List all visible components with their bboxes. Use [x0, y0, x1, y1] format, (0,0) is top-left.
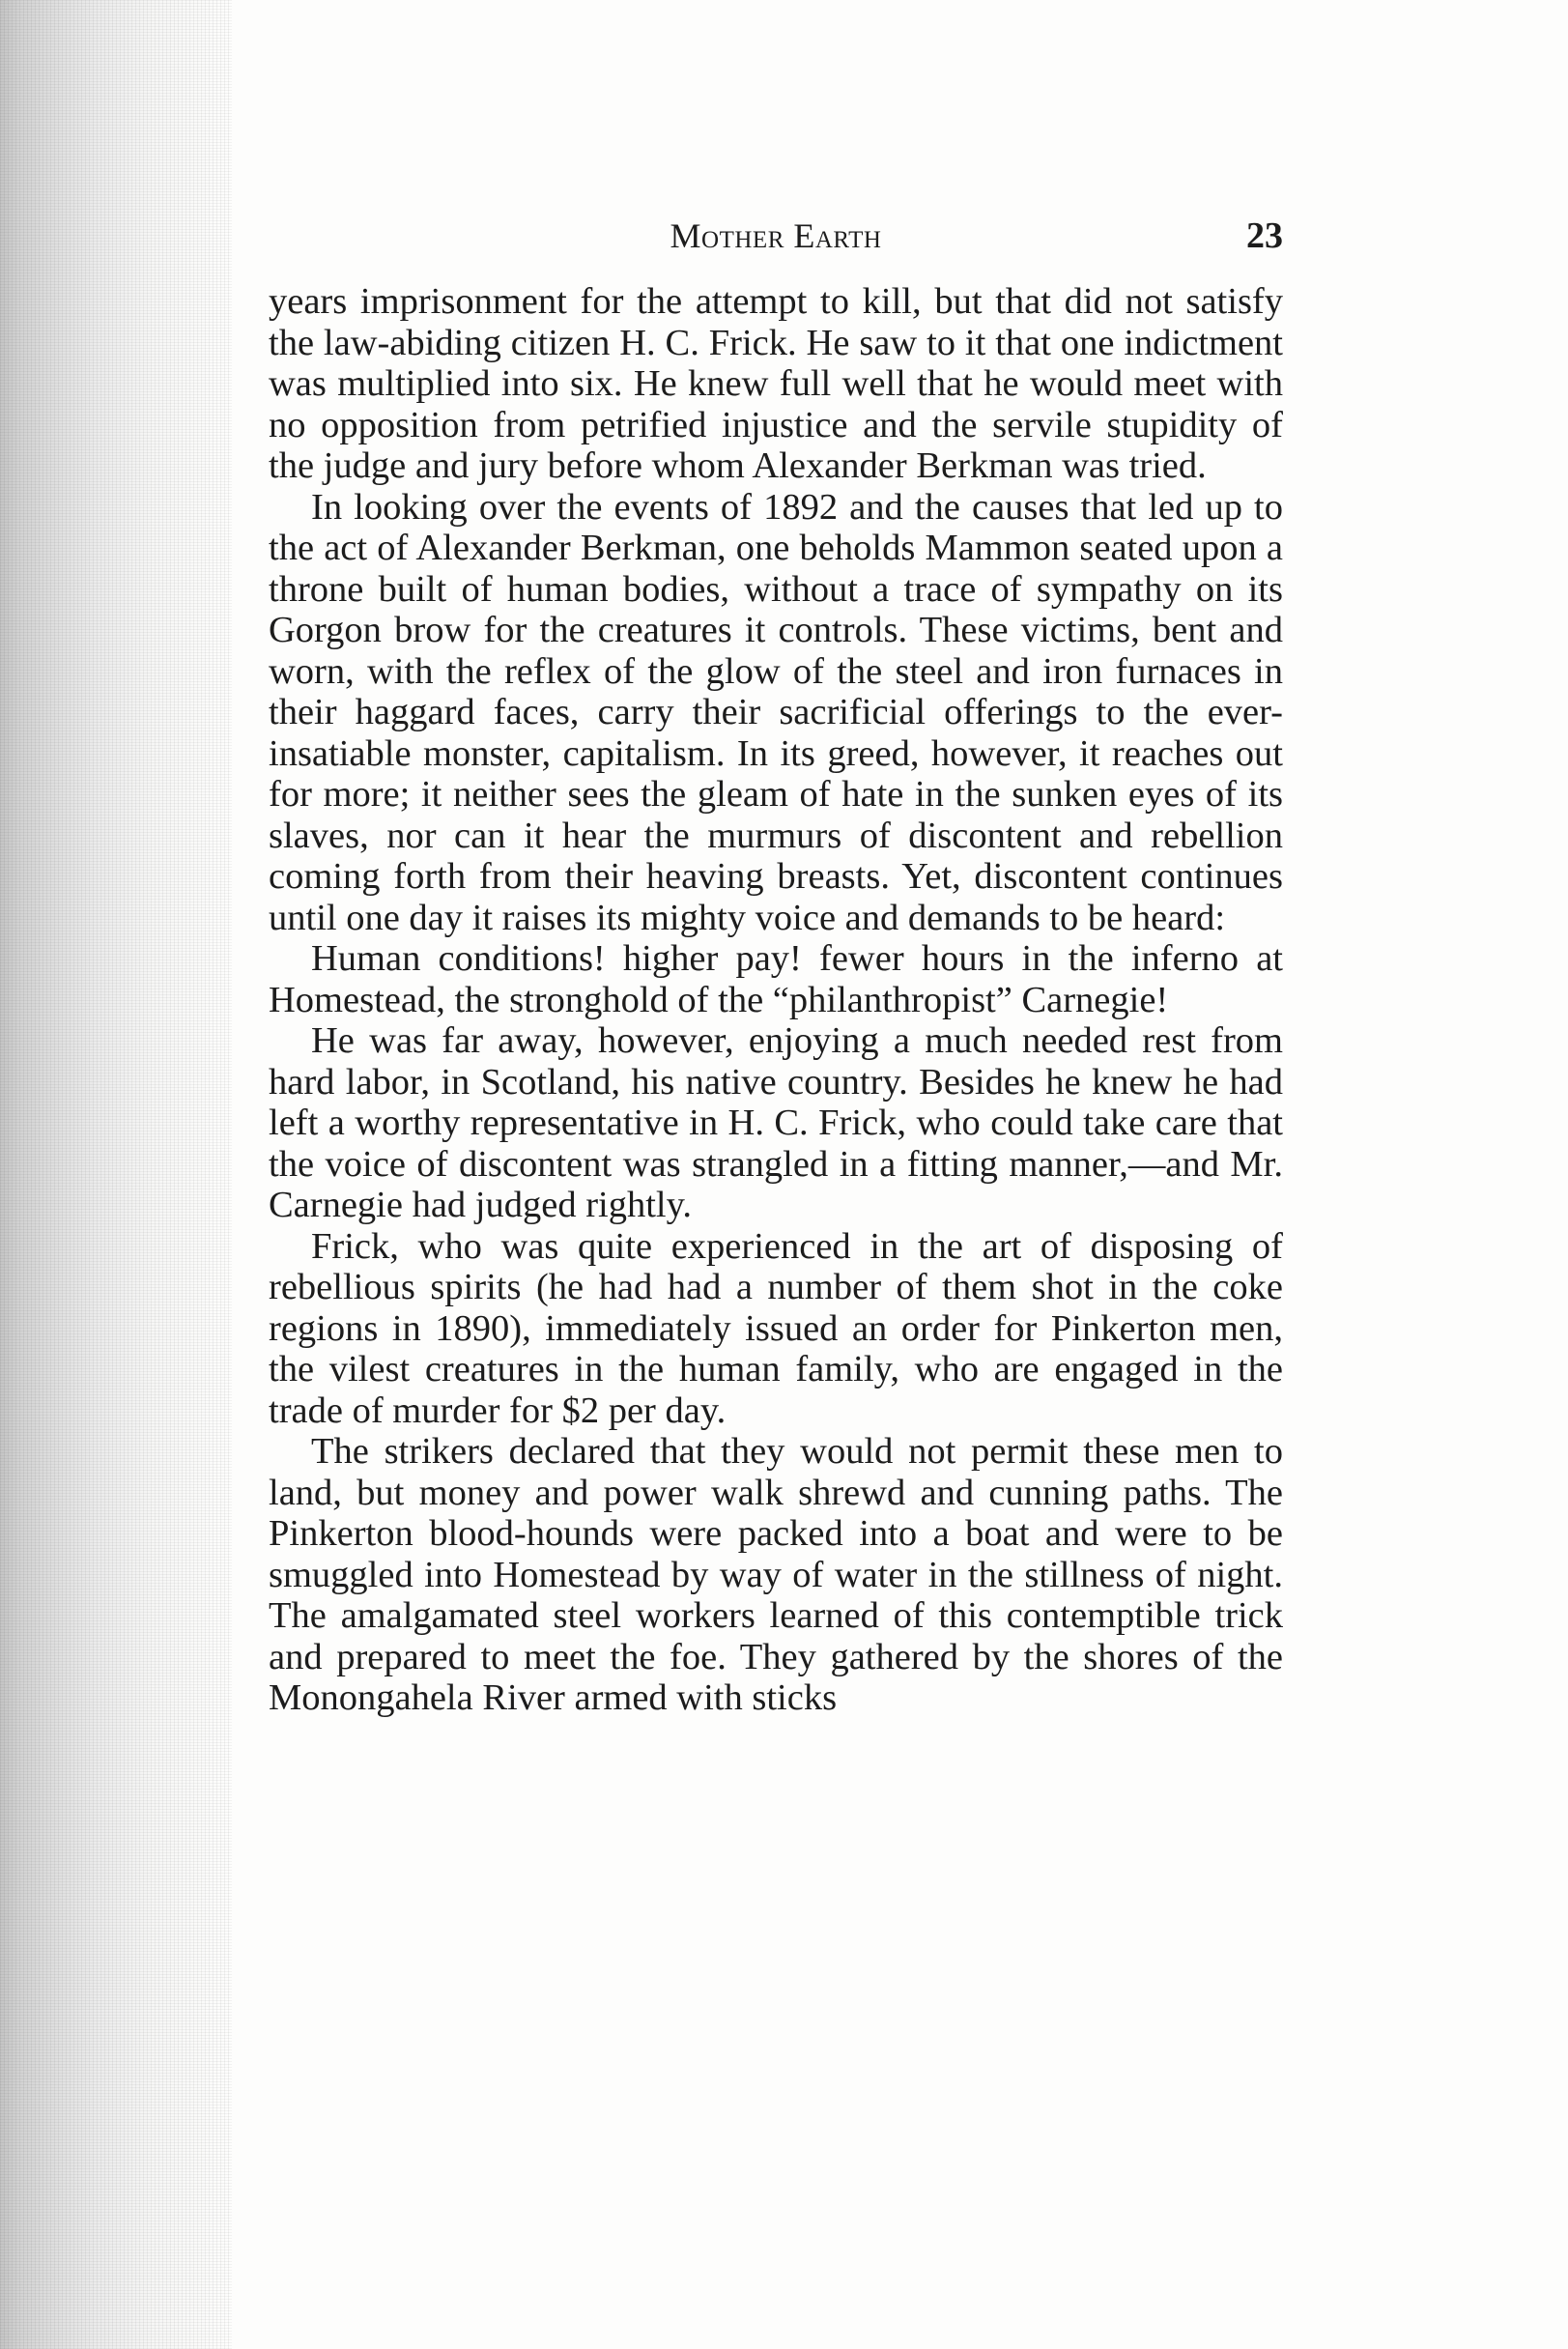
paragraph: years imprisonment for the attempt to kill, but that did not satisfy the law-abiding citizen H. C. Frick. He saw to it that one indictment was multiplied into six. He knew full well that he would meet with no opposition from petrified injustice and the servile stupidity of the judge and jury before whom Alexander Berkman was tried. — [269, 281, 1283, 486]
page-header — [269, 209, 1283, 263]
page-binding-edge — [0, 0, 232, 2349]
paragraph: Human conditions! higher pay! fewer hours in the inferno at Homestead, the stronghold of the “philanthropist” Carnegie! — [269, 938, 1283, 1020]
paragraph: He was far away, however, enjoying a much needed rest from hard labor, in Scotland, his native country. Besides he knew he had left a worthy representative in H. C. Frick, who could take care that the voice of discontent was strangled in a fitting manner,—and Mr. Carnegie had judged rightly. — [269, 1020, 1283, 1225]
paragraph: In looking over the events of 1892 and the causes that led up to the act of Alexander Berkman, one beholds Mammon seated upon a throne built of human bodies, without a trace of sympathy on its Gorgon brow for the creatures it controls. These victims, bent and worn, with the reflex of the glow of the steel and iron furnaces in their haggard faces, carry their sacrificial offerings to the ever-insatiable monster, capitalism. In its greed, however, it reaches out for more; it neither sees the gleam of hate in the sunken eyes of its slaves, nor can it hear the murmurs of discontent and rebellion coming forth from their heaving breasts. Yet, discontent continues until one day it raises its mighty voice and demands to be heard: — [269, 486, 1283, 938]
body-text — [269, 281, 1283, 1719]
paragraph: Frick, who was quite experienced in the art of disposing of rebellious spirits (he had had a number of them shot in the coke regions in 1890), immediately issued an order for Pinkerton men, the vilest creatures in the human family, who are engaged in the trade of murder for $2 per day. — [269, 1225, 1283, 1431]
page-number: 23 — [1246, 215, 1283, 256]
paragraph: The strikers declared that they would not permit these men to land, but money and power walk shrewd and cunning paths. The Pinkerton blood-hounds were packed into a boat and were to be smuggled into Homestead by way of water in the stillness of night. The amalgamated steel workers learned of this contemptible trick and prepared to meet the foe. They gathered by the shores of the Monongahela River armed with sticks — [269, 1431, 1283, 1718]
running-title: Mother Earth — [670, 216, 882, 255]
